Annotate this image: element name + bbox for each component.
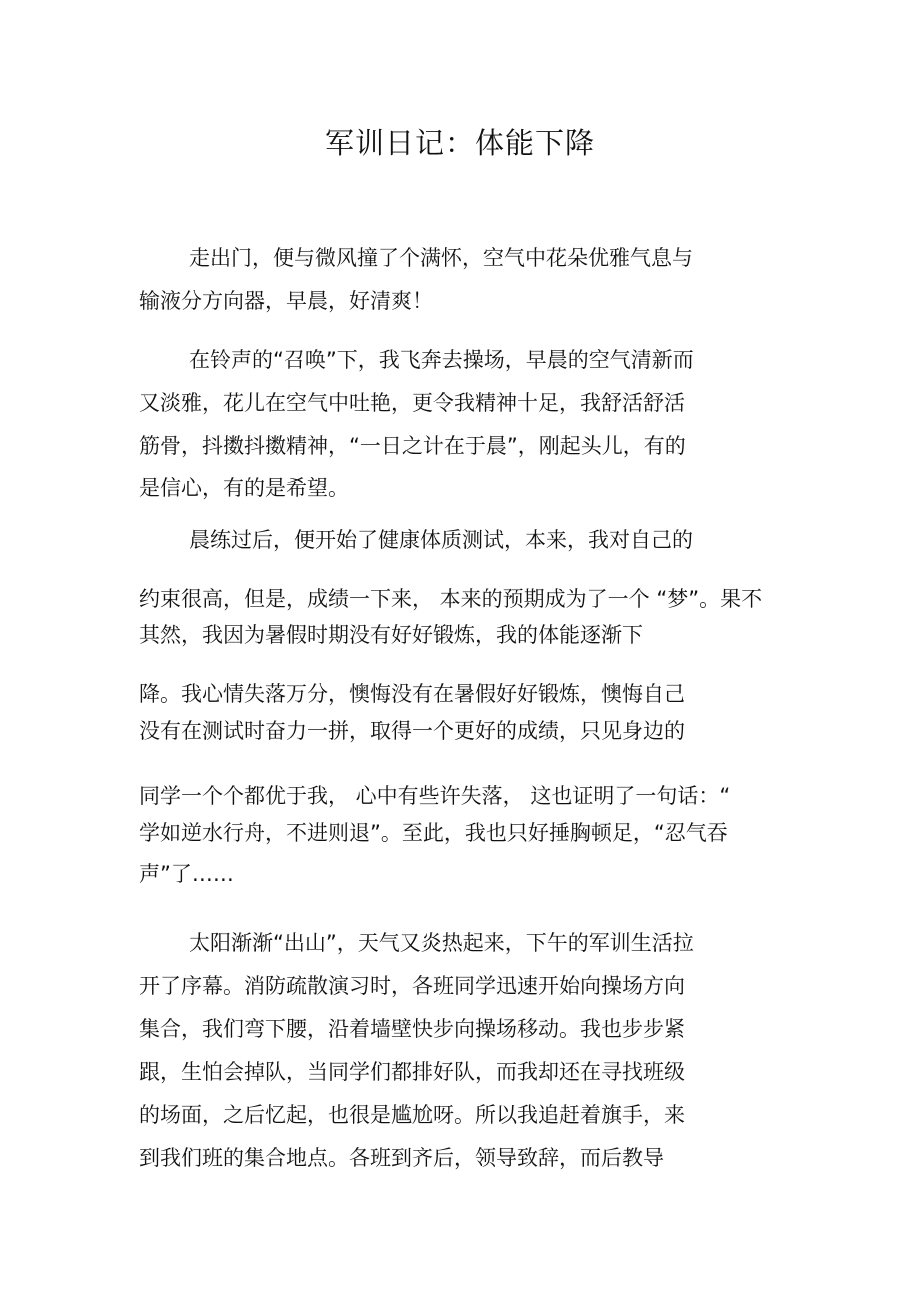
paragraph-line: 走出门，便与微风撞了个满怀，空气中花朵优雅气息与 [189, 246, 693, 270]
page-title: 军训日记：体能下降 [324, 126, 595, 160]
paragraph-line: 在铃声的“召唤”下，我飞奔去操场，早晨的空气清新而 [189, 348, 694, 372]
paragraph-line: 输液分方向器，早晨，好清爽！ [139, 289, 433, 313]
paragraph-line: 没有在测试时奋力一拼，取得一个更好的成绩，只见身边的 [139, 719, 685, 743]
paragraph-line: 同学一个个都优于我， 心中有些许失落， 这也证明了一句话：“ [139, 784, 731, 808]
paragraph-line: 跟，生怕会掉队，当同学们都排好队，而我却还在寻找班级 [139, 1060, 685, 1084]
paragraph-line: 筋骨，抖擞抖擞精神，“一日之计在于晨”，刚起头儿，有的 [139, 434, 686, 458]
paragraph-line: 学如逆水行舟，不进则退”。至此，我也只好捶胸顿足，“忍气吞 [139, 821, 728, 845]
paragraph-line: 晨练过后，便开始了健康体质测试，本来，我对自己的 [189, 528, 693, 552]
paragraph-line: 到我们班的集合地点。各班到齐后，领导致辞，而后教导 [139, 1146, 664, 1170]
paragraph-line: 其然，我因为暑假时期没有好好锻炼，我的体能逐渐下 [139, 623, 643, 647]
paragraph-line: 又淡雅，花儿在空气中吐艳，更令我精神十足，我舒活舒活 [139, 391, 685, 415]
paragraph-line: 约束很高，但是，成绩一下来， 本来的预期成为了一个 “梦”。果不 [139, 587, 763, 611]
paragraph-line: 开了序幕。消防疏散演习时，各班同学迅速开始向操场方向 [139, 974, 685, 998]
paragraph-line: 太阳渐渐“出山”，天气又炎热起来，下午的军训生活拉 [189, 931, 694, 955]
paragraph-line: 集合，我们弯下腰，沿着墙壁快步向操场移动。我也步步紧 [139, 1017, 685, 1041]
paragraph-line: 降。我心情失落万分，懊悔没有在暑假好好锻炼，懊悔自己 [139, 682, 685, 706]
paragraph-line: 的场面，之后忆起，也很是尴尬呀。所以我追赶着旗手，来 [139, 1103, 685, 1127]
paragraph-line: 是信心，有的是希望。 [139, 476, 349, 500]
paragraph-line: 声”了…… [139, 862, 234, 886]
